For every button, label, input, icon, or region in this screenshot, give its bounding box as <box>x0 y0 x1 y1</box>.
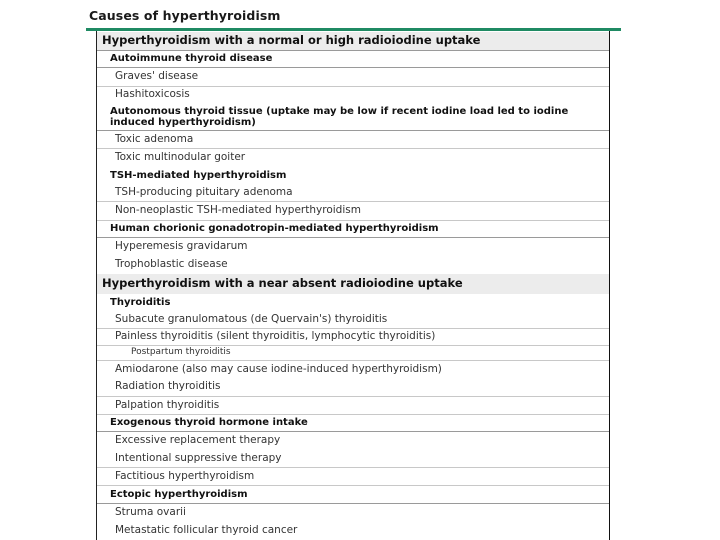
list-item: Non-neoplastic TSH-mediated hyperthyroidism <box>97 202 609 221</box>
list-item: Hashitoxicosis <box>115 88 190 101</box>
list-item: Metastatic follicular thyroid cancer <box>115 523 298 536</box>
list-item: Intentional suppressive therapy <box>97 450 609 468</box>
list-item: Toxic adenoma <box>97 131 609 149</box>
group-heading: Autoimmune thyroid disease <box>97 51 609 68</box>
list-item: Palpation thyroiditis <box>97 397 609 415</box>
group-heading: Autonomous thyroid tissue (uptake may be low if recent iodine load led to iodine induced hyperthyroidism) <box>97 103 609 131</box>
section-heading: Hyperthyroidism with a near absent radioiodine uptake <box>97 274 609 294</box>
list-item: Subacute granulomatous (de Quervain's) thyroiditis <box>97 311 609 329</box>
group-heading: TSH-mediated hyperthyroidism <box>110 169 287 181</box>
list-item: Graves' disease <box>97 68 609 87</box>
section-heading: Hyperthyroidism with a normal or high radioiodine uptake <box>97 32 609 51</box>
group-heading: Human chorionic gonadotropin-mediated hyperthyroidism <box>97 221 609 238</box>
causes-table <box>96 31 610 540</box>
list-item: Radiation thyroiditis <box>97 378 609 397</box>
group-heading: Exogenous thyroid hormone intake <box>97 415 609 432</box>
list-item: Amiodarone (also may cause iodine-induced hyperthyroidism) <box>115 362 442 375</box>
list-item: Struma ovarii <box>115 505 186 518</box>
list-item: TSH-producing pituitary adenoma <box>97 184 609 202</box>
group-heading: Thyroiditis <box>110 296 171 308</box>
list-item: Excessive replacement therapy <box>115 434 281 447</box>
list-subitem: Postpartum thyroiditis <box>97 346 609 361</box>
list-item: Factitious hyperthyroidism <box>97 468 609 486</box>
list-item: Hyperemesis gravidarum <box>115 240 248 253</box>
list-item: Trophoblastic disease <box>115 258 228 271</box>
group-heading: Ectopic hyperthyroidism <box>97 486 609 504</box>
list-item: Toxic multinodular goiter <box>115 151 246 164</box>
list-item: Painless thyroiditis (silent thyroiditis, lymphocytic thyroiditis) <box>97 329 609 346</box>
table-title: Causes of hyperthyroidism <box>89 8 281 23</box>
